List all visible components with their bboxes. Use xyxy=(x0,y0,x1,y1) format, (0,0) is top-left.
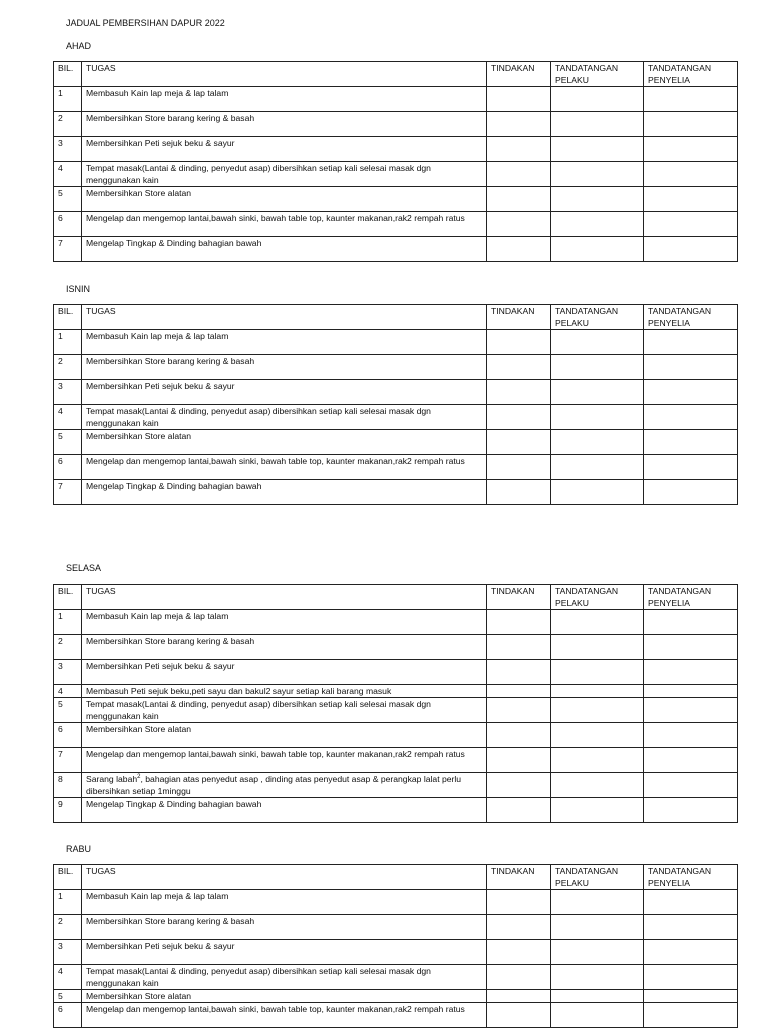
tindakan-cell[interactable] xyxy=(487,380,551,405)
tindakan-cell[interactable] xyxy=(487,405,551,430)
penyelia-signature-cell[interactable] xyxy=(644,915,738,940)
schedule-table-rabu xyxy=(53,864,738,1028)
header-tindakan: TINDAKAN xyxy=(487,585,551,610)
row-number: 4 xyxy=(54,965,82,990)
row-task: Membersihkan Store barang kering & basah xyxy=(82,355,487,380)
row-task: Membasuh Kain lap meja & lap talam xyxy=(82,890,487,915)
page-title: JADUAL PEMBERSIHAN DAPUR 2022 xyxy=(66,18,225,28)
row-number: 7 xyxy=(54,748,82,773)
row-task: Mengelap Tingkap & Dinding bahagian bawah xyxy=(82,480,487,505)
table-row xyxy=(54,940,738,965)
table-row xyxy=(54,610,738,635)
penyelia-signature-cell[interactable] xyxy=(644,685,738,698)
table-row xyxy=(54,355,738,380)
row-number: 3 xyxy=(54,380,82,405)
penyelia-signature-cell[interactable] xyxy=(644,480,738,505)
header-tindakan: TINDAKAN xyxy=(487,305,551,330)
penyelia-signature-cell[interactable] xyxy=(644,430,738,455)
table-row xyxy=(54,723,738,748)
tindakan-cell[interactable] xyxy=(487,610,551,635)
pelaku-signature-cell[interactable] xyxy=(551,137,644,162)
row-number: 6 xyxy=(54,723,82,748)
penyelia-signature-cell[interactable] xyxy=(644,112,738,137)
table-row xyxy=(54,890,738,915)
penyelia-signature-cell[interactable] xyxy=(644,455,738,480)
task-text-start: Sarang labah xyxy=(86,774,138,784)
tindakan-cell[interactable] xyxy=(487,773,551,798)
pelaku-signature-cell[interactable] xyxy=(551,480,644,505)
tindakan-cell[interactable] xyxy=(487,87,551,112)
tindakan-cell[interactable] xyxy=(487,798,551,823)
penyelia-signature-cell[interactable] xyxy=(644,87,738,112)
row-task: Membersihkan Store alatan xyxy=(82,723,487,748)
row-number: 4 xyxy=(54,405,82,430)
row-number: 4 xyxy=(54,162,82,187)
penyelia-signature-cell[interactable] xyxy=(644,940,738,965)
table-header-row xyxy=(54,62,738,87)
row-task: Membersihkan Peti sejuk beku & sayur xyxy=(82,660,487,685)
row-number: 6 xyxy=(54,1003,82,1028)
row-number: 2 xyxy=(54,915,82,940)
pelaku-signature-cell[interactable] xyxy=(551,162,644,187)
tindakan-cell[interactable] xyxy=(487,480,551,505)
table-row xyxy=(54,87,738,112)
table-row xyxy=(54,685,738,698)
pelaku-signature-cell[interactable] xyxy=(551,773,644,798)
header-tugas: TUGAS xyxy=(82,305,487,330)
row-task: Mengelap Tingkap & Dinding bahagian bawah xyxy=(82,798,487,823)
row-task: Mengelap Tingkap & Dinding bahagian bawah xyxy=(82,237,487,262)
pelaku-signature-cell[interactable] xyxy=(551,698,644,723)
schedule-table-selasa xyxy=(53,584,738,823)
tindakan-cell[interactable] xyxy=(487,112,551,137)
pelaku-signature-cell[interactable] xyxy=(551,940,644,965)
row-number: 1 xyxy=(54,87,82,112)
row-task: Tempat masak(Lantai & dinding, penyedut asap) dibersihkan setiap kali selesai masak dgn menggunakan kain xyxy=(82,405,487,430)
table-row xyxy=(54,915,738,940)
row-task: Mengelap dan mengemop lantai,bawah sinki, bawah table top, kaunter makanan,rak2 rempah ratus xyxy=(82,455,487,480)
row-number: 6 xyxy=(54,212,82,237)
header-bil: BIL. xyxy=(54,585,82,610)
table-row xyxy=(54,635,738,660)
table-row xyxy=(54,773,738,798)
row-task: Membersihkan Peti sejuk beku & sayur xyxy=(82,380,487,405)
tindakan-cell[interactable] xyxy=(487,890,551,915)
row-number: 2 xyxy=(54,635,82,660)
table-row xyxy=(54,480,738,505)
pelaku-signature-cell[interactable] xyxy=(551,212,644,237)
header-tugas: TUGAS xyxy=(82,865,487,890)
penyelia-signature-cell[interactable] xyxy=(644,137,738,162)
pelaku-signature-cell[interactable] xyxy=(551,87,644,112)
penyelia-signature-cell[interactable] xyxy=(644,380,738,405)
tindakan-cell[interactable] xyxy=(487,635,551,660)
row-task: Membasuh Kain lap meja & lap talam xyxy=(82,330,487,355)
day-heading-selasa: SELASA xyxy=(66,563,102,573)
tindakan-cell[interactable] xyxy=(487,187,551,212)
penyelia-signature-cell[interactable] xyxy=(644,990,738,1003)
penyelia-signature-cell[interactable] xyxy=(644,748,738,773)
penyelia-signature-cell[interactable] xyxy=(644,890,738,915)
penyelia-signature-cell[interactable] xyxy=(644,212,738,237)
penyelia-signature-cell[interactable] xyxy=(644,405,738,430)
row-task: Tempat masak(Lantai & dinding, penyedut asap) dibersihkan setiap kali selesai masak dgn menggunakan kain xyxy=(82,698,487,723)
pelaku-signature-cell[interactable] xyxy=(551,798,644,823)
table-header-row xyxy=(54,585,738,610)
header-bil: BIL. xyxy=(54,865,82,890)
row-task: Membasuh Kain lap meja & lap talam xyxy=(82,87,487,112)
tindakan-cell[interactable] xyxy=(487,940,551,965)
row-number: 1 xyxy=(54,330,82,355)
table-header-row xyxy=(54,305,738,330)
pelaku-signature-cell[interactable] xyxy=(551,890,644,915)
pelaku-signature-cell[interactable] xyxy=(551,660,644,685)
tindakan-cell[interactable] xyxy=(487,330,551,355)
pelaku-signature-cell[interactable] xyxy=(551,990,644,1003)
pelaku-signature-cell[interactable] xyxy=(551,355,644,380)
pelaku-signature-cell[interactable] xyxy=(551,965,644,990)
table-row xyxy=(54,405,738,430)
row-task: Membersihkan Peti sejuk beku & sayur xyxy=(82,940,487,965)
row-number: 3 xyxy=(54,940,82,965)
row-number: 3 xyxy=(54,137,82,162)
row-number: 3 xyxy=(54,660,82,685)
header-tugas: TUGAS xyxy=(82,585,487,610)
row-number: 5 xyxy=(54,187,82,212)
header-bil: BIL. xyxy=(54,62,82,87)
tindakan-cell[interactable] xyxy=(487,723,551,748)
day-heading-rabu: RABU xyxy=(66,844,92,854)
penyelia-signature-cell[interactable] xyxy=(644,698,738,723)
pelaku-signature-cell[interactable] xyxy=(551,610,644,635)
table-row xyxy=(54,455,738,480)
penyelia-signature-cell[interactable] xyxy=(644,610,738,635)
penyelia-signature-cell[interactable] xyxy=(644,660,738,685)
pelaku-signature-cell[interactable] xyxy=(551,237,644,262)
row-task: Membasuh Kain lap meja & lap talam xyxy=(82,610,487,635)
penyelia-signature-cell[interactable] xyxy=(644,773,738,798)
header-tugas: TUGAS xyxy=(82,62,487,87)
pelaku-signature-cell[interactable] xyxy=(551,330,644,355)
pelaku-signature-cell[interactable] xyxy=(551,915,644,940)
pelaku-signature-cell[interactable] xyxy=(551,723,644,748)
pelaku-signature-cell[interactable] xyxy=(551,112,644,137)
tindakan-cell[interactable] xyxy=(487,212,551,237)
row-task: Membasuh Peti sejuk beku,peti sayu dan bakul2 sayur setiap kali barang masuk xyxy=(82,685,487,698)
header-tandatangan-pelaku: TANDATANGAN PELAKU xyxy=(551,865,644,890)
header-tandatangan-pelaku: TANDATANGAN PELAKU xyxy=(551,305,644,330)
tindakan-cell[interactable] xyxy=(487,430,551,455)
row-number: 5 xyxy=(54,990,82,1003)
penyelia-signature-cell[interactable] xyxy=(644,635,738,660)
penyelia-signature-cell[interactable] xyxy=(644,723,738,748)
table-row xyxy=(54,330,738,355)
table-header-row xyxy=(54,865,738,890)
table-row xyxy=(54,137,738,162)
tindakan-cell[interactable] xyxy=(487,455,551,480)
row-task: Membersihkan Store barang kering & basah xyxy=(82,915,487,940)
row-task: Membersihkan Store alatan xyxy=(82,990,487,1003)
day-heading-ahad: AHAD xyxy=(66,41,92,51)
row-number: 6 xyxy=(54,455,82,480)
penyelia-signature-cell[interactable] xyxy=(644,330,738,355)
pelaku-signature-cell[interactable] xyxy=(551,635,644,660)
row-task: Membersihkan Store alatan xyxy=(82,187,487,212)
header-bil: BIL. xyxy=(54,305,82,330)
pelaku-signature-cell[interactable] xyxy=(551,187,644,212)
row-number: 7 xyxy=(54,480,82,505)
tindakan-cell[interactable] xyxy=(487,965,551,990)
header-tandatangan-pelaku: TANDATANGAN PELAKU xyxy=(551,585,644,610)
task-text-end: , bahagian atas penyedut asap , dinding atas penyedut asap & perangkap lalat perlu dibersihkan setiap 1minggu xyxy=(86,774,462,796)
row-task: Membersihkan Peti sejuk beku & sayur xyxy=(82,137,487,162)
row-number: 9 xyxy=(54,798,82,823)
table-row xyxy=(54,212,738,237)
row-number: 2 xyxy=(54,355,82,380)
tindakan-cell[interactable] xyxy=(487,660,551,685)
table-row xyxy=(54,798,738,823)
row-number: 4 xyxy=(54,685,82,698)
day-heading-isnin: ISNIN xyxy=(66,284,91,294)
tindakan-cell[interactable] xyxy=(487,990,551,1003)
pelaku-signature-cell[interactable] xyxy=(551,380,644,405)
header-tandatangan-penyelia: TANDATANGAN PENYELIA xyxy=(644,62,738,87)
row-number: 1 xyxy=(54,890,82,915)
penyelia-signature-cell[interactable] xyxy=(644,162,738,187)
header-tandatangan-penyelia: TANDATANGAN PENYELIA xyxy=(644,585,738,610)
table-row xyxy=(54,237,738,262)
row-task xyxy=(82,773,487,798)
tindakan-cell[interactable] xyxy=(487,698,551,723)
tindakan-cell[interactable] xyxy=(487,748,551,773)
row-task: Membersihkan Store barang kering & basah xyxy=(82,635,487,660)
pelaku-signature-cell[interactable] xyxy=(551,430,644,455)
table-row xyxy=(54,430,738,455)
table-row xyxy=(54,112,738,137)
tindakan-cell[interactable] xyxy=(487,915,551,940)
table-row xyxy=(54,748,738,773)
row-number: 8 xyxy=(54,773,82,798)
task-superscript: 2 xyxy=(137,774,141,781)
pelaku-signature-cell[interactable] xyxy=(551,455,644,480)
row-task: Membersihkan Store alatan xyxy=(82,430,487,455)
row-task: Membersihkan Store barang kering & basah xyxy=(82,112,487,137)
tindakan-cell[interactable] xyxy=(487,355,551,380)
tindakan-cell[interactable] xyxy=(487,137,551,162)
row-number: 5 xyxy=(54,698,82,723)
pelaku-signature-cell[interactable] xyxy=(551,405,644,430)
penyelia-signature-cell[interactable] xyxy=(644,187,738,212)
row-number: 5 xyxy=(54,430,82,455)
row-task: Tempat masak(Lantai & dinding, penyedut asap) dibersihkan setiap kali selesai masak dgn menggunakan kain xyxy=(82,162,487,187)
penyelia-signature-cell[interactable] xyxy=(644,355,738,380)
pelaku-signature-cell[interactable] xyxy=(551,685,644,698)
schedule-table-isnin xyxy=(53,304,738,505)
row-number: 1 xyxy=(54,610,82,635)
row-number: 2 xyxy=(54,112,82,137)
table-row xyxy=(54,380,738,405)
table-row xyxy=(54,162,738,187)
schedule-table-ahad xyxy=(53,61,738,262)
penyelia-signature-cell[interactable] xyxy=(644,237,738,262)
table-row xyxy=(54,187,738,212)
table-row xyxy=(54,965,738,990)
row-task: Tempat masak(Lantai & dinding, penyedut asap) dibersihkan setiap kali selesai masak dgn menggunakan kain xyxy=(82,965,487,990)
tindakan-cell[interactable] xyxy=(487,685,551,698)
row-number: 7 xyxy=(54,237,82,262)
penyelia-signature-cell[interactable] xyxy=(644,798,738,823)
header-tandatangan-penyelia: TANDATANGAN PENYELIA xyxy=(644,305,738,330)
row-task: Mengelap dan mengemop lantai,bawah sinki, bawah table top, kaunter makanan,rak2 rempah ratus xyxy=(82,748,487,773)
tindakan-cell[interactable] xyxy=(487,237,551,262)
header-tindakan: TINDAKAN xyxy=(487,865,551,890)
penyelia-signature-cell[interactable] xyxy=(644,965,738,990)
header-tindakan: TINDAKAN xyxy=(487,62,551,87)
row-task: Mengelap dan mengemop lantai,bawah sinki, bawah table top, kaunter makanan,rak2 rempah ratus xyxy=(82,212,487,237)
table-row xyxy=(54,990,738,1003)
tindakan-cell[interactable] xyxy=(487,162,551,187)
row-task: Mengelap dan mengemop lantai,bawah sinki, bawah table top, kaunter makanan,rak2 rempah ratus xyxy=(82,1003,487,1028)
header-tandatangan-penyelia: TANDATANGAN PENYELIA xyxy=(644,865,738,890)
table-row xyxy=(54,660,738,685)
table-row xyxy=(54,698,738,723)
pelaku-signature-cell[interactable] xyxy=(551,748,644,773)
header-tandatangan-pelaku: TANDATANGAN PELAKU xyxy=(551,62,644,87)
